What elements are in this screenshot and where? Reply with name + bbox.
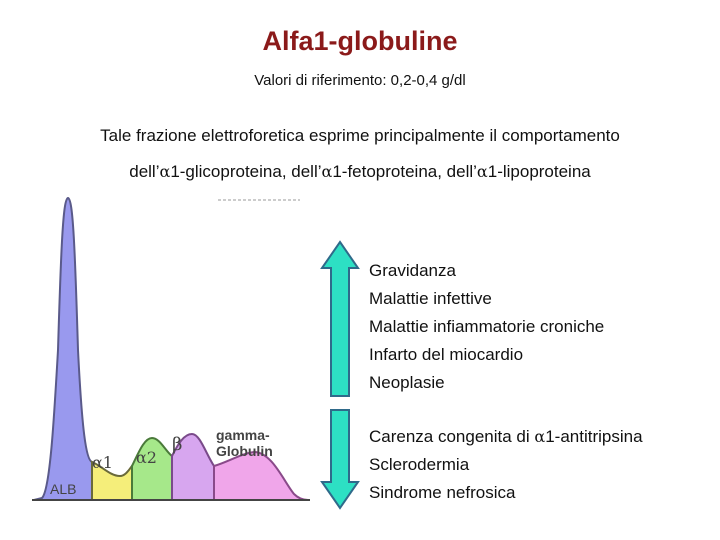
electrophoresis-diagram [28, 190, 318, 515]
list-item: Carenza congenita di α1-antitripsina [369, 427, 643, 446]
alpha-symbol: α [321, 162, 333, 181]
arrow-up-icon [320, 240, 360, 400]
arrow-down-icon [320, 408, 360, 510]
list-item: Malattie infettive [369, 289, 492, 308]
increase-causes-list [369, 257, 604, 397]
beta-label: β [172, 434, 183, 455]
list-item: Malattie infiammatorie croniche [369, 317, 605, 336]
alpha-symbol: α [476, 162, 488, 181]
gamma-label-line2: Globulin [216, 443, 273, 459]
list-item: Sindrome nefrosica [369, 483, 516, 502]
gamma-label-line1: gamma- [216, 427, 270, 443]
arrow-down-shape [322, 410, 358, 508]
alb-label: ALB [50, 481, 77, 497]
alpha-symbol: α [534, 427, 546, 446]
slide-title: Alfa1-globuline [262, 26, 458, 56]
alpha-symbol: α [159, 162, 171, 181]
decrease-causes-list [369, 423, 643, 507]
list-item: Neoplasie [369, 373, 445, 392]
alb-band [34, 198, 92, 500]
alpha1-label: α1 [92, 453, 113, 472]
list-item: Sclerodermia [369, 455, 470, 474]
list-item: Infarto del miocardio [369, 345, 524, 364]
description-line-1: Tale frazione elettroforetica esprime principalmente il comportamento [100, 126, 620, 145]
alpha2-label: α2 [136, 448, 157, 467]
gamma-band [214, 452, 308, 500]
list-item: Gravidanza [369, 261, 456, 280]
arrow-up-shape [322, 242, 358, 396]
description-line-2: dell’α1-glicoproteina, dell’α1-fetoproteina, dell’α1-lipoproteina [129, 162, 591, 181]
reference-values: Valori di riferimento: 0,2-0,4 g/dl [254, 72, 466, 89]
